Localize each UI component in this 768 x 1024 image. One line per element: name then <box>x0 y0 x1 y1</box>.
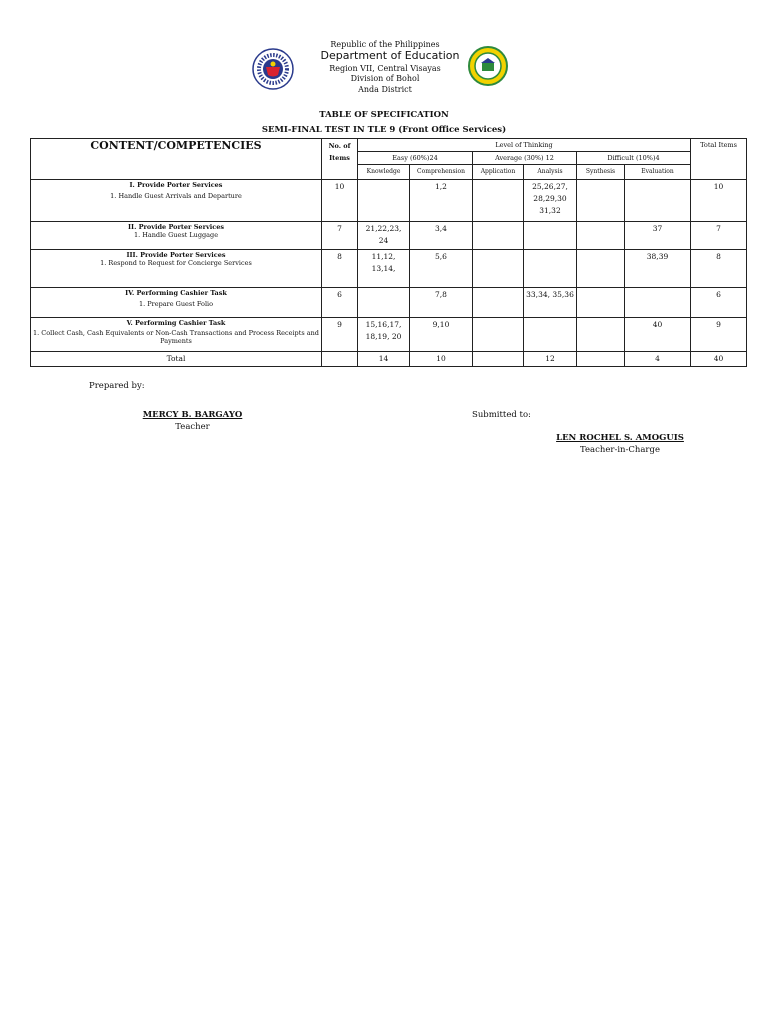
knowledge-cell <box>358 180 410 222</box>
total-synthesis <box>577 352 625 367</box>
analysis-cell <box>524 250 577 288</box>
comprehension-cell: 3,4 <box>410 222 473 250</box>
competency-sub: 1. Respond to Request for Concierge Services <box>100 259 252 267</box>
competency-cell <box>31 222 322 250</box>
table-row <box>31 222 747 250</box>
approver-role: Teacher-in-Charge <box>580 445 660 455</box>
competency-cell <box>31 180 322 222</box>
header-comprehension: Comprehension <box>410 165 473 180</box>
header-synthesis: Synthesis <box>577 165 625 180</box>
analysis-cell: 33,34, 35,36 <box>524 288 577 318</box>
total-cell: 9 <box>691 318 747 352</box>
comprehension-cell: 1,2 <box>410 180 473 222</box>
evaluation-cell: 38,39 <box>625 250 691 288</box>
comprehension-cell: 5,6 <box>410 250 473 288</box>
application-cell <box>473 318 524 352</box>
competency-title: I. Provide Porter Services <box>129 181 223 189</box>
total-cell: 7 <box>691 222 747 250</box>
synthesis-cell <box>577 180 625 222</box>
header-average: Average (30%) 12 <box>473 152 577 165</box>
header-knowledge: Knowledge <box>358 165 410 180</box>
total-label: Total <box>31 352 322 367</box>
application-cell <box>473 222 524 250</box>
synthesis-cell <box>577 222 625 250</box>
competency-cell <box>31 250 322 288</box>
evaluation-cell <box>625 288 691 318</box>
items-cell: 9 <box>322 318 358 352</box>
competency-title: IV. Performing Cashier Task <box>125 289 227 297</box>
items-cell: 6 <box>322 288 358 318</box>
competency-sub: 1. Prepare Guest Folio <box>138 300 214 308</box>
deped-seal-logo <box>252 48 294 90</box>
submitted-to-label: Submitted to: <box>472 410 531 420</box>
total-cell: 10 <box>691 180 747 222</box>
total-comprehension: 10 <box>410 352 473 367</box>
analysis-cell: 25,26,27, 28,29,30 31,32 <box>524 180 577 222</box>
specification-table <box>30 138 747 367</box>
header-no-of-items: No. of Items <box>322 139 358 180</box>
competency-title: V. Performing Cashier Task <box>126 319 226 327</box>
total-cell: 8 <box>691 250 747 288</box>
header-evaluation: Evaluation <box>625 165 691 180</box>
knowledge-cell <box>358 288 410 318</box>
header-easy: Easy (60%)24 <box>358 152 473 165</box>
document-title: TABLE OF SPECIFICATION <box>319 110 449 120</box>
items-cell: 7 <box>322 222 358 250</box>
document-subtitle: SEMI-FINAL TEST IN TLE 9 (Front Office Services) <box>261 125 507 135</box>
synthesis-cell <box>577 250 625 288</box>
approver-name: LEN ROCHEL S. AMOGUIS <box>556 433 684 443</box>
table-row <box>31 288 747 318</box>
knowledge-cell: 21,22,23, 24 <box>358 222 410 250</box>
header-difficult: Difficult (10%)4 <box>577 152 691 165</box>
total-evaluation: 4 <box>625 352 691 367</box>
evaluation-cell: 40 <box>625 318 691 352</box>
total-items-cell <box>322 352 358 367</box>
competency-title: II. Provide Porter Services <box>128 223 224 231</box>
analysis-cell <box>524 318 577 352</box>
total-application <box>473 352 524 367</box>
header-content-competencies: CONTENT/COMPETENCIES <box>31 139 322 180</box>
knowledge-cell: 11,12, 13,14, <box>358 250 410 288</box>
competency-title: III. Provide Porter Services <box>126 251 226 259</box>
competency-sub: 1. Collect Cash, Cash Equivalents or Non-Cash Transactions and Process Receipts and Payments <box>33 329 319 345</box>
header-district: Anda District <box>358 85 412 94</box>
table-row <box>31 250 747 288</box>
preparer-role: Teacher <box>175 422 210 432</box>
evaluation-cell: 37 <box>625 222 691 250</box>
total-cell: 6 <box>691 288 747 318</box>
items-cell: 10 <box>322 180 358 222</box>
table-row <box>31 318 747 352</box>
preparer-name: MERCY B. BARGAYO <box>142 410 243 420</box>
header-department: Department of Education <box>320 49 460 62</box>
header-application: Application <box>473 165 524 180</box>
comprehension-cell: 7,8 <box>410 288 473 318</box>
header-total-items: Total Items <box>691 139 747 180</box>
header-level-of-thinking: Level of Thinking <box>358 139 691 152</box>
competency-cell <box>31 288 322 318</box>
evaluation-cell <box>625 180 691 222</box>
header-region: Region VII, Central Visayas <box>329 64 441 73</box>
total-analysis: 12 <box>524 352 577 367</box>
competency-cell <box>31 318 322 352</box>
total-knowledge: 14 <box>358 352 410 367</box>
prepared-by-label: Prepared by: <box>89 381 145 391</box>
header-division: Division of Bohol <box>350 74 420 83</box>
application-cell <box>473 250 524 288</box>
application-cell <box>473 288 524 318</box>
items-cell: 8 <box>322 250 358 288</box>
synthesis-cell <box>577 318 625 352</box>
header-republic: Republic of the Philippines <box>330 40 440 49</box>
header-analysis: Analysis <box>524 165 577 180</box>
comprehension-cell: 9,10 <box>410 318 473 352</box>
total-row <box>31 352 747 367</box>
competency-sub: 1. Handle Guest Luggage <box>133 231 219 239</box>
analysis-cell <box>524 222 577 250</box>
application-cell <box>473 180 524 222</box>
table-header-row <box>31 139 747 152</box>
competency-sub: 1. Handle Guest Arrivals and Departure <box>110 192 242 200</box>
synthesis-cell <box>577 288 625 318</box>
grand-total: 40 <box>691 352 747 367</box>
knowledge-cell: 15,16,17, 18,19, 20 <box>358 318 410 352</box>
table-row <box>31 180 747 222</box>
